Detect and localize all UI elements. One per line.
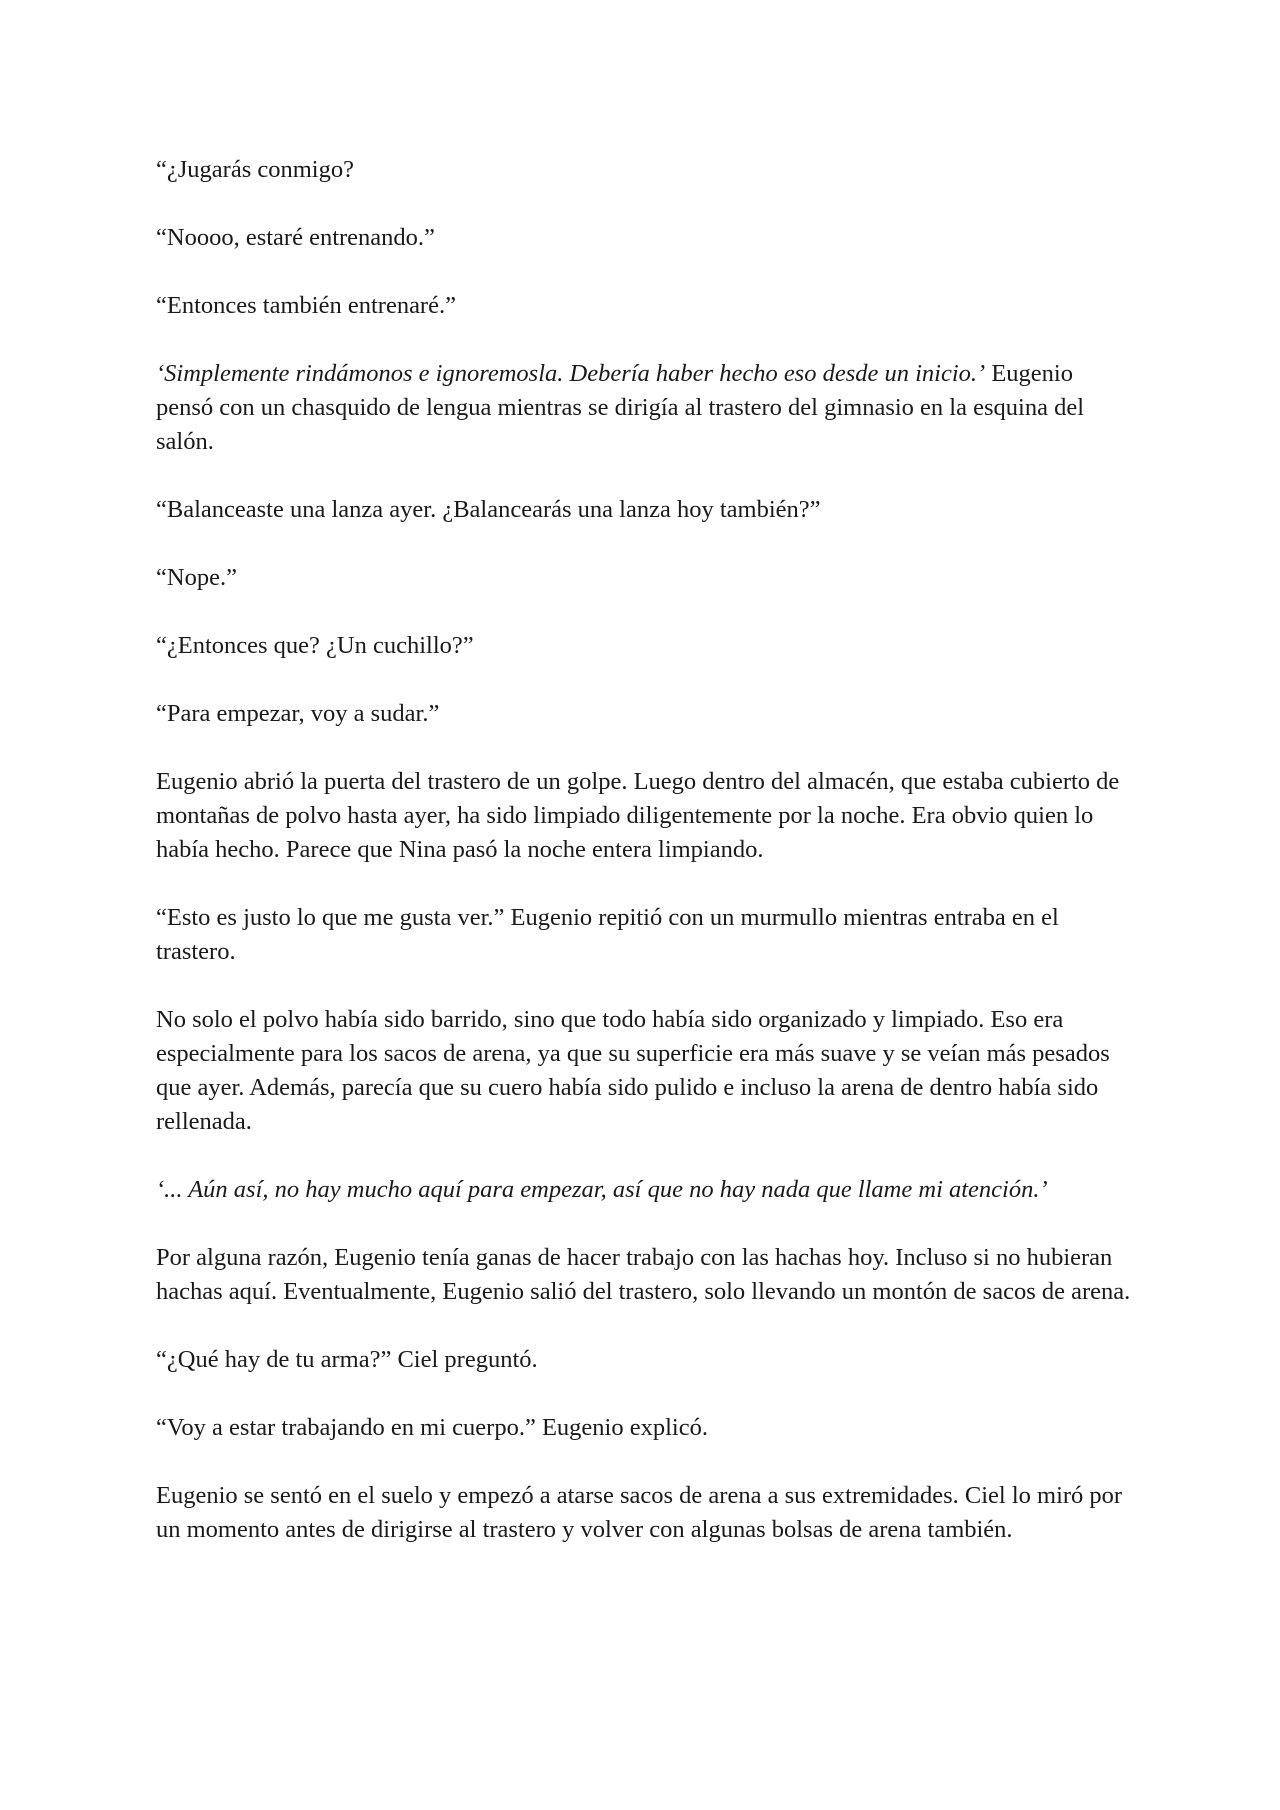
paragraph-15: “Voy a estar trabajando en mi cuerpo.” Eugenio explicó. bbox=[156, 1414, 708, 1441]
paragraph-5: “Balanceaste una lanza ayer. ¿Balancearás una lanza hoy también?” bbox=[156, 496, 821, 523]
paragraph-13: Por alguna razón, Eugenio tenía ganas de hacer trabajo con las hachas hoy. Incluso si no hubieran hachas aquí. Eventualmente, Eugenio salió del trastero, solo llevando un montón de sacos de arena. bbox=[156, 1244, 1131, 1305]
paragraph-2: “Noooo, estaré entrenando.” bbox=[156, 224, 435, 251]
paragraph-16: Eugenio se sentó en el suelo y empezó a atarse sacos de arena a sus extremidades. Ciel lo miró por un momento antes de dirigirse al trastero y volver con algunas bolsas de arena también. bbox=[156, 1482, 1123, 1543]
document-body bbox=[156, 153, 1136, 1547]
paragraph-11: No solo el polvo había sido barrido, sino que todo había sido organizado y limpiado. Eso era especialmente para los sacos de arena, ya que su superficie era más suave y se veían más pesados que ayer. Además, parecía que su cuero había sido pulido e incluso la arena de dentro había sido rellenada. bbox=[156, 1006, 1110, 1135]
paragraph-14: “¿Qué hay de tu arma?” Ciel preguntó. bbox=[156, 1346, 538, 1373]
paragraph-1: “¿Jugarás conmigo? bbox=[156, 156, 354, 183]
paragraph-9: Eugenio abrió la puerta del trastero de un golpe. Luego dentro del almacén, que estaba cubierto de montañas de polvo hasta ayer, ha sido limpiado diligentemente por la noche. Era obvio quien lo había hecho. Parece que Nina pasó la noche entera limpiando. bbox=[156, 768, 1120, 863]
italic-thought: ‘... Aún así, no hay mucho aquí para empezar, así que no hay nada que llame mi atención.’ bbox=[156, 1176, 1048, 1203]
paragraph-12 bbox=[156, 1173, 1136, 1207]
italic-thought: ‘Simplemente rindámonos e ignoremosla. Debería haber hecho eso desde un inicio.’ bbox=[156, 360, 986, 387]
paragraph-7: “¿Entonces que? ¿Un cuchillo?” bbox=[156, 632, 474, 659]
paragraph-8: “Para empezar, voy a sudar.” bbox=[156, 700, 440, 727]
paragraph-3: “Entonces también entrenaré.” bbox=[156, 292, 456, 319]
paragraph-6: “Nope.” bbox=[156, 564, 237, 591]
paragraph-10: “Esto es justo lo que me gusta ver.” Eugenio repitió con un murmullo mientras entraba en el trastero. bbox=[156, 904, 1059, 965]
paragraph-4: ‘Simplemente rindámonos e ignoremosla. Debería haber hecho eso desde un inicio.’ Eugenio pensó con un chasquido de lengua mientras se dirigía al trastero del gimnasio en la esquina del salón. bbox=[156, 360, 1085, 455]
